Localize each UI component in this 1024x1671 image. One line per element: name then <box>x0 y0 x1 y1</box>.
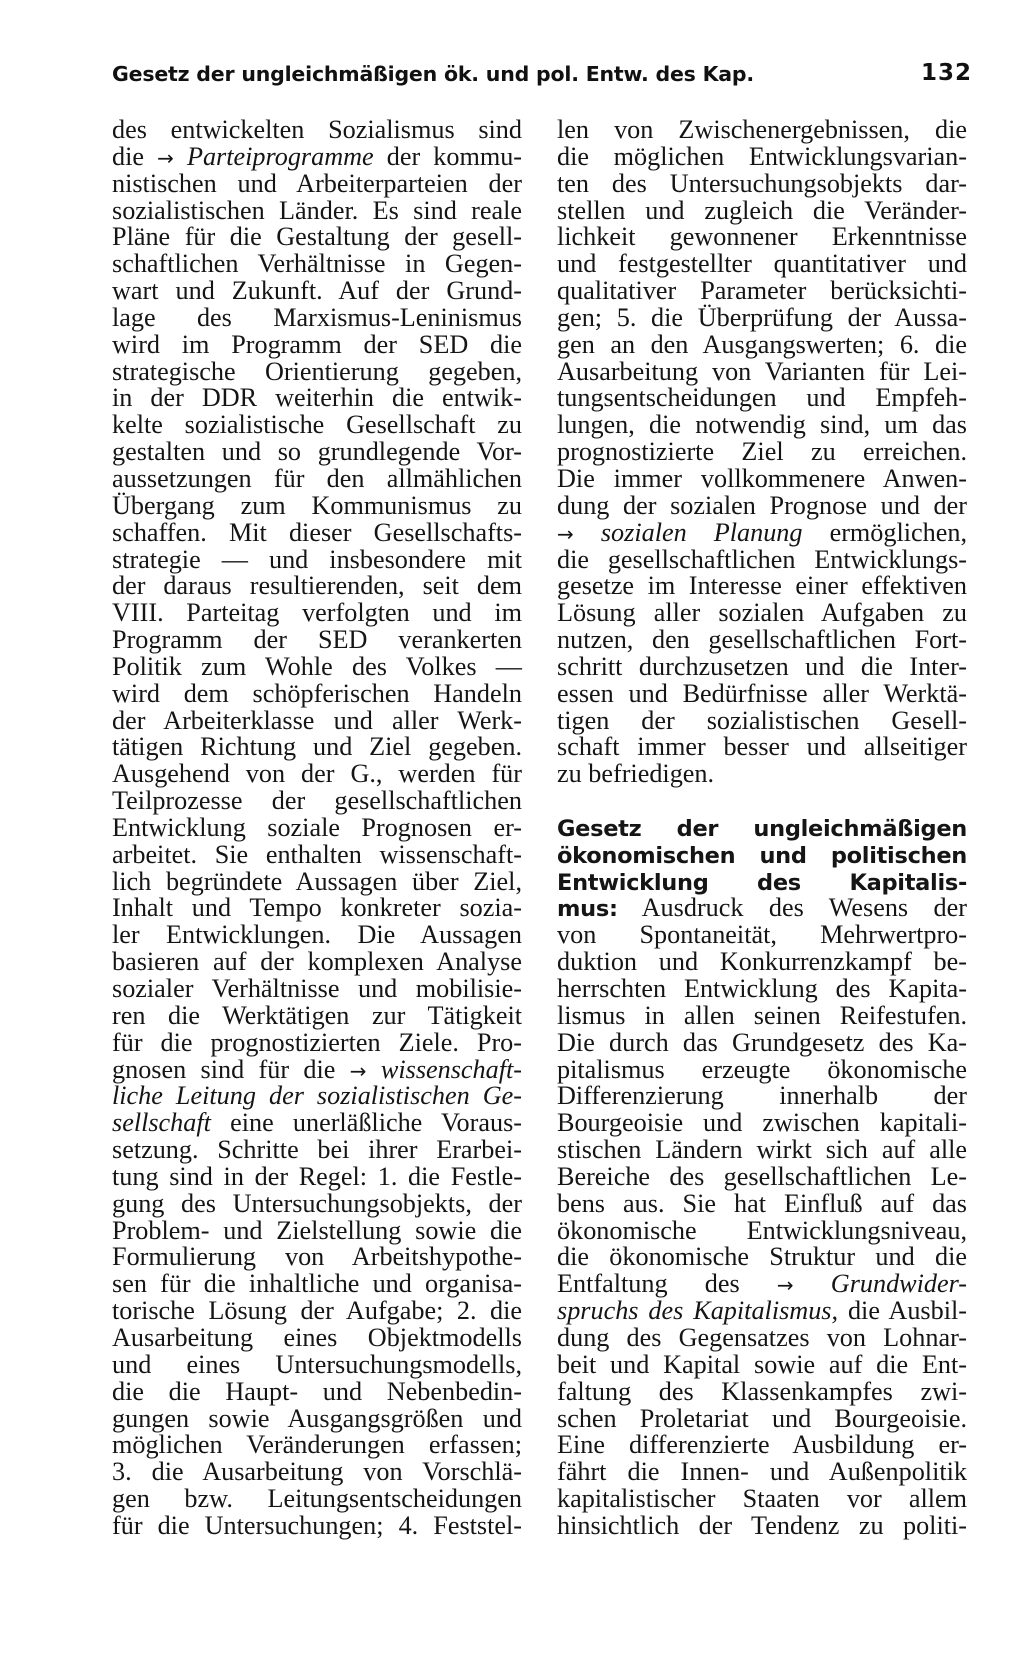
text-line <box>112 1137 522 1164</box>
text-line <box>557 678 967 708</box>
text-line <box>557 895 967 922</box>
text-segment: von Spontaneität, Mehrwertpro- <box>557 920 967 950</box>
entry-heading: Gesetz der ungleichmäßigen <box>557 815 967 842</box>
text-line <box>112 1486 522 1513</box>
text-line <box>557 302 967 332</box>
text-line <box>112 1083 522 1110</box>
text-segment: Entwicklung soziale Prognosen er- <box>112 812 522 842</box>
text-line <box>112 117 522 144</box>
text-line <box>557 1137 967 1164</box>
text-line <box>112 651 522 681</box>
text-segment: wird im Programm der SED die <box>112 329 522 359</box>
text-line <box>112 412 522 439</box>
text-line <box>557 651 967 681</box>
cross-reference-arrow-icon: → <box>776 1273 794 1298</box>
text-line <box>557 1000 967 1030</box>
text-segment: prognostizierte Ziel zu erreichen. <box>557 437 967 467</box>
text-segment: Pläne für die Gestaltung der gesell- <box>112 222 522 252</box>
text-line <box>557 1244 967 1271</box>
text-line <box>557 949 967 976</box>
text-line <box>557 1403 967 1433</box>
text-line <box>112 490 522 520</box>
text-segment: Politik zum Wohle des Volkes — <box>112 651 522 681</box>
left-text-column <box>112 117 522 1540</box>
text-line <box>557 1432 967 1459</box>
text-line <box>112 251 522 278</box>
text-line <box>112 1161 522 1191</box>
text-segment: des entwickelten Sozialismus sind <box>112 115 522 144</box>
text-segment: und eines Untersuchungsmodells, <box>112 1349 522 1379</box>
text-segment: nistischen und Arbeiterparteien der <box>112 168 522 198</box>
text-line <box>112 1459 522 1486</box>
text-line <box>557 1083 967 1110</box>
text-line <box>112 839 522 869</box>
text-line <box>112 627 522 654</box>
text-line <box>557 1215 967 1245</box>
text-line <box>557 761 967 788</box>
text-segment: schen Proletariat und Bourgeoisie. <box>557 1403 967 1433</box>
text-line <box>557 439 967 466</box>
text-line <box>112 895 522 922</box>
text-segment: gesetze im Interesse einer effektiven <box>557 571 967 601</box>
italic-term: Grundwider- <box>830 1269 968 1299</box>
text-segment: dung des Gegensatzes von Lohnar- <box>557 1322 967 1352</box>
text-segment: Die durch das Grundgesetz des Ka- <box>557 1027 967 1057</box>
text-line <box>112 1188 522 1218</box>
text-line <box>112 788 522 815</box>
text-line <box>112 949 522 976</box>
text-line <box>112 356 522 386</box>
italic-term: sozialen Planung <box>600 517 803 547</box>
text-line <box>557 1376 967 1406</box>
text-segment <box>174 142 187 171</box>
text-line <box>112 976 522 1003</box>
text-segment: kelte sozialistische Gesellschaft zu <box>112 410 522 440</box>
text-line <box>557 705 967 735</box>
text-segment: tigen der sozialistischen Gesell- <box>557 705 967 735</box>
text-segment: strategie — und insbesondere mit <box>112 544 522 574</box>
text-line <box>557 1510 967 1540</box>
text-segment: Ausgehend von der G., werden für <box>112 759 522 789</box>
text-line <box>557 734 967 761</box>
text-segment: der Arbeiterklasse und aller Werk- <box>112 705 522 735</box>
text-segment: schaffen. Mit dieser Gesellschafts- <box>112 517 522 547</box>
text-line <box>112 1403 522 1433</box>
text-line <box>112 1510 522 1540</box>
text-line <box>112 1322 522 1352</box>
text-line <box>557 922 967 949</box>
text-line <box>112 1027 522 1057</box>
text-line <box>112 1215 522 1245</box>
text-line <box>557 1486 967 1513</box>
text-segment: ren die Werktätigen zur Tätigkeit <box>112 1000 522 1030</box>
text-segment: Ausarbeitung von Varianten für Lei- <box>557 356 967 386</box>
entry-heading: Entwicklung des Kapitalis- <box>557 869 967 896</box>
text-line <box>557 385 967 412</box>
text-line <box>112 1432 522 1459</box>
text-segment: sozialistischen Länder. Es sind reale <box>112 195 522 225</box>
text-segment <box>367 1055 381 1084</box>
text-line <box>557 224 967 251</box>
italic-term: sellschaft <box>112 1108 211 1138</box>
text-line <box>112 385 522 412</box>
text-segment: für die Untersuchungen; 4. Feststel- <box>112 1510 522 1540</box>
text-line <box>557 544 967 574</box>
text-segment: kapitalistischer Staaten vor allem <box>557 1484 967 1514</box>
text-segment: eine unerläßliche Voraus- <box>210 1108 522 1138</box>
text-segment: 3. die Ausarbeitung von Vorschlä- <box>112 1457 522 1487</box>
text-segment: hinsichtlich der Tendenz zu politi- <box>557 1510 967 1540</box>
text-segment: strategische Orientierung gegeben, <box>112 356 522 386</box>
text-segment: Programm der SED verankerten <box>112 625 522 655</box>
text-segment: gung des Untersuchungsobjekts, der <box>112 1188 522 1218</box>
text-segment: Die immer vollkommenere Anwen- <box>557 463 967 493</box>
text-segment: gen an den Ausgangswerten; 6. die <box>557 329 967 359</box>
text-segment: aussetzungen für den allmählichen <box>112 463 522 493</box>
text-segment: zu befriedigen. <box>557 759 715 789</box>
text-segment: Differenzierung innerhalb der <box>557 1081 967 1111</box>
text-segment: gestalten und so grundlegende Vor- <box>112 437 522 467</box>
text-line <box>112 1054 523 1084</box>
text-line <box>112 195 522 225</box>
text-line <box>112 1271 522 1298</box>
text-segment: len von Zwischenergebnissen, die <box>557 115 967 144</box>
text-segment: die <box>112 141 158 171</box>
text-segment: die die Haupt- und Nebenbedin- <box>112 1376 522 1406</box>
text-segment: in der DDR weiterhin die entwik- <box>112 383 522 413</box>
text-segment: Bourgeoisie und zwischen kapitali- <box>557 1108 967 1138</box>
text-segment: herrschten Entwicklung des Kapita- <box>557 974 967 1003</box>
text-segment: ten des Untersuchungsobjekts dar- <box>557 168 967 198</box>
text-segment: ler Entwicklungen. Die Aussagen <box>112 920 522 950</box>
text-segment: Ausdruck des Wesens der <box>617 893 967 923</box>
text-line <box>557 627 967 654</box>
text-segment: setzung. Schritte bei ihrer Erarbei- <box>112 1135 522 1165</box>
italic-term: wissenschaft- <box>380 1054 523 1084</box>
text-line <box>557 842 967 869</box>
text-segment: lichkeit gewonnener Erkenntnisse <box>557 222 967 252</box>
text-segment: pitalismus erzeugte ökonomische <box>557 1054 967 1084</box>
text-segment: lungen, die notwendig sind, um das <box>557 410 967 440</box>
text-line <box>112 1298 522 1325</box>
text-segment: lismus in allen seinen Reifestufen. <box>557 1000 967 1030</box>
text-segment: sozialer Verhältnisse und mobilisie- <box>112 974 522 1003</box>
text-line <box>557 1271 967 1298</box>
text-segment: die möglichen Entwicklungsvarian- <box>557 141 967 171</box>
cross-reference-arrow-icon: → <box>557 521 574 546</box>
text-line <box>557 1459 967 1486</box>
text-line <box>557 1054 967 1084</box>
text-line <box>557 1349 967 1379</box>
text-segment: schritt durchzusetzen und die Inter- <box>557 651 967 681</box>
cross-reference-arrow-icon: → <box>349 1058 367 1083</box>
text-line <box>112 573 522 600</box>
text-line <box>112 544 522 574</box>
text-segment: VIII. Parteitag verfolgten und im <box>112 598 522 628</box>
paragraph-gap <box>557 788 967 815</box>
text-line <box>557 1110 967 1137</box>
text-segment: faltung des Klassenkampfes zwi- <box>557 1376 967 1406</box>
text-segment: schaftlichen Verhältnisse in Gegen- <box>112 249 522 279</box>
text-segment: essen und Bedürfnisse aller Werktä- <box>557 678 967 708</box>
text-line <box>557 1322 967 1352</box>
text-segment: nutzen, den gesellschaftlichen Fort- <box>557 625 967 655</box>
text-line <box>557 517 968 547</box>
text-segment: gnosen sind für die <box>112 1054 350 1084</box>
text-segment: tung sind in der Regel: 1. die Festle- <box>112 1161 522 1191</box>
text-segment: die ökonomische Struktur und die <box>557 1242 967 1272</box>
text-line <box>557 1188 967 1218</box>
text-segment: arbeitet. Sie enthalten wissenschaft- <box>112 839 522 869</box>
text-segment: Ausarbeitung eines Objektmodells <box>112 1322 522 1352</box>
text-segment: ökonomische Entwicklungsniveau, <box>557 1215 967 1245</box>
text-segment: stellen und zugleich die Veränder- <box>557 195 967 225</box>
text-line <box>557 976 967 1003</box>
text-line <box>112 761 522 788</box>
text-segment: gen bzw. Leitungsentscheidungen <box>112 1484 522 1514</box>
text-line <box>112 678 522 708</box>
text-line <box>557 195 967 225</box>
text-segment: bens aus. Sie hat Einfluß auf das <box>557 1188 967 1218</box>
text-segment: fährt die Innen- und Außenpolitik <box>557 1457 967 1487</box>
text-segment: Problem- und Zielstellung sowie die <box>112 1215 522 1245</box>
text-line <box>112 812 522 842</box>
text-line <box>112 1349 522 1379</box>
text-line <box>112 922 522 949</box>
italic-term: Parteiprogramme <box>186 141 374 171</box>
text-line <box>557 278 967 305</box>
text-line <box>557 1161 967 1191</box>
text-line <box>557 490 967 520</box>
text-segment: und festgestellter quantitativer und <box>557 249 967 279</box>
text-line <box>112 463 522 493</box>
text-segment: Übergang zum Kommunismus zu <box>112 490 522 520</box>
text-line <box>557 1298 967 1325</box>
italic-term: liche Leitung der sozialistischen Ge- <box>112 1081 522 1111</box>
text-segment: möglichen Veränderungen erfassen; <box>112 1430 522 1460</box>
entry-heading: ökonomischen und politischen <box>557 842 967 869</box>
text-segment: die gesellschaftlichen Entwicklungs- <box>557 544 967 574</box>
text-line <box>112 302 522 332</box>
text-segment: Teilprozesse der gesellschaftlichen <box>112 786 522 816</box>
text-segment: lich begründete Aussagen über Ziel, <box>112 866 522 896</box>
text-line <box>112 224 522 251</box>
text-line <box>112 329 522 359</box>
text-line <box>557 356 967 386</box>
text-segment: ermöglichen, <box>802 517 968 547</box>
text-segment: dung der sozialen Prognose und der <box>557 490 967 520</box>
text-line <box>557 117 967 144</box>
text-segment: lage des Marxismus-Leninismus <box>112 302 522 332</box>
text-segment: Inhalt und Tempo konkreter sozia- <box>112 893 522 923</box>
text-line <box>557 463 967 493</box>
text-segment: tätigen Richtung und Ziel gegeben. <box>112 732 522 762</box>
text-segment <box>574 518 601 547</box>
text-line <box>112 278 522 305</box>
text-segment: wird dem schöpferischen Handeln <box>112 678 522 708</box>
text-line <box>112 1000 522 1030</box>
text-line <box>112 439 522 466</box>
text-line <box>557 168 967 198</box>
right-text-column <box>557 117 967 1540</box>
text-segment: wart und Zukunft. Auf der Grund- <box>112 276 522 306</box>
text-line <box>112 141 523 171</box>
text-segment: qualitativer Parameter berücksichti- <box>557 276 967 306</box>
text-line <box>112 1244 522 1271</box>
text-line <box>557 141 967 171</box>
text-line <box>112 1376 522 1406</box>
text-line <box>112 600 522 627</box>
text-line <box>112 1110 522 1137</box>
running-title: Gesetz der ungleichmäßigen ök. und pol. Entw. des Kap. <box>112 62 754 86</box>
text-segment: Entfaltung des <box>557 1269 777 1299</box>
text-line <box>557 329 967 359</box>
text-line <box>557 412 967 439</box>
text-segment: für die prognostizierten Ziele. Pro- <box>112 1027 522 1057</box>
running-header <box>112 62 972 98</box>
text-line <box>557 1027 967 1057</box>
text-segment: tungsentscheidungen und Empfeh- <box>557 383 967 413</box>
text-segment: gungen sowie Ausgangsgrößen und <box>112 1403 522 1433</box>
text-segment: die Ausbil- <box>838 1296 967 1326</box>
text-segment: Eine differenzierte Ausbildung er- <box>557 1430 967 1460</box>
text-segment: Formulierung von Arbeitshypothe- <box>112 1242 522 1272</box>
text-line <box>557 573 967 600</box>
text-segment: stischen Ländern wirkt sich auf alle <box>557 1135 967 1165</box>
text-segment: gen; 5. die Überprüfung der Aussa- <box>557 302 967 332</box>
text-line <box>557 815 967 842</box>
text-segment: basieren auf der komplexen Analyse <box>112 947 522 977</box>
text-line <box>112 168 522 198</box>
entry-heading: mus: <box>557 896 618 923</box>
text-line <box>557 600 967 627</box>
text-segment <box>794 1269 831 1298</box>
text-segment: duktion und Konkurrenzkampf be- <box>557 947 967 977</box>
page-number: 132 <box>920 60 972 86</box>
cross-reference-arrow-icon: → <box>157 145 174 170</box>
text-line <box>112 705 522 735</box>
text-line <box>557 251 967 278</box>
text-segment: sen für die inhaltliche und organisa- <box>112 1269 522 1299</box>
text-line <box>112 517 522 547</box>
text-segment: Bereiche des gesellschaftlichen Le- <box>557 1161 967 1191</box>
text-line <box>112 866 522 896</box>
text-segment: der kommu- <box>373 141 523 171</box>
text-segment: schaft immer besser und allseitiger <box>557 732 967 762</box>
text-segment: torische Lösung der Aufgabe; 2. die <box>112 1296 522 1326</box>
italic-term: spruchs des Kapitalismus, <box>557 1296 839 1326</box>
text-line <box>112 734 522 761</box>
text-segment: der daraus resultierenden, seit dem <box>112 571 522 601</box>
text-segment: Lösung aller sozialen Aufgaben zu <box>557 598 967 628</box>
text-segment: beit und Kapital sowie auf die Ent- <box>557 1349 967 1379</box>
text-line <box>557 869 967 896</box>
